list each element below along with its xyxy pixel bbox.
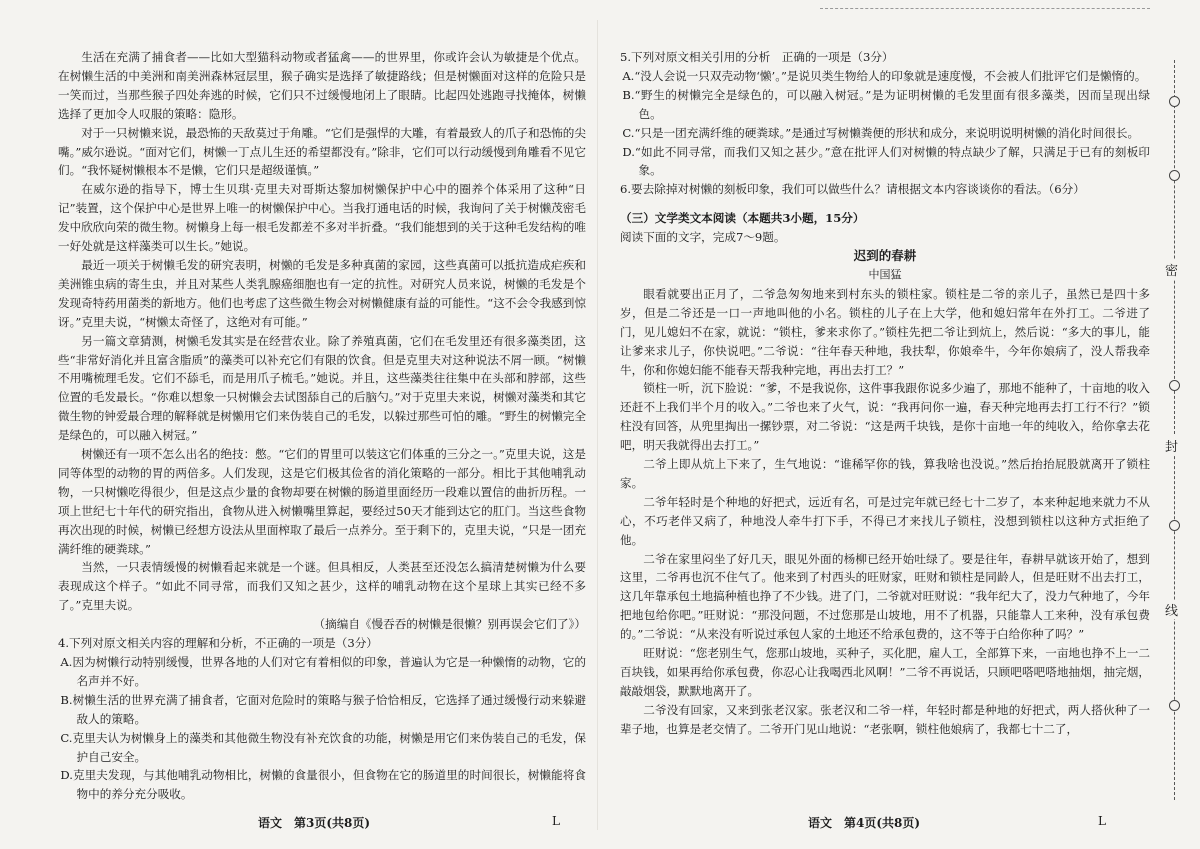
- passage-paragraph: 在威尔逊的指导下，博士生贝琪·克里夫对哥斯达黎加树懒保护中心中的圈养个体采用了这种“日记”装置，这个保护中心是世界上唯一的树懒保护中心。当我打通电话的时候，我询问了关于树懒茂密毛发中欣欣向荣的微生物。树懒身上每一根毛发都差不多对半折叠。“我们能想到的关于这种毛发结构的唯一好处就是这样藻类可以生长。”她说。: [58, 182, 586, 254]
- passage-paragraph: 树懒还有一项不怎么出名的绝技：憋。“它们的胃里可以装这它们体重的三分之一。”克里夫说，这是同等体型的动物的胃的两倍多。人们发现，这是它们极其俭省的消化策略的一部分。相比于其他哺乳动物，一只树懒吃得很少，但是这点少量的食物却要在树懒的肠道里面经历一段难以置信的曲折历程。一项上世纪七十年代的研究指出，食物从进入树懒嘴里算起，要经过50天才能到达它的肛门。当这些食物再次出现的时候，树懒已经想方设法从里面榨取了最后一点养分。至于剩下的，克里夫说，“只是一团充满纤维的硬粪球。”: [58, 447, 586, 556]
- question-4-option-a: A.因为树懒行动特别缓慢，世界各地的人们对它有着相似的印象，普遍认为它是一种懒惰的动物，它的名声并不好。: [60, 655, 586, 688]
- binding-hole-icon: [1169, 170, 1180, 181]
- binding-char-xian: 线: [1165, 600, 1178, 619]
- story-paragraph: 二爷没有回家，又来到张老汉家。张老汉和二爷一样，年轻时都是种地的好把式，两人搭伙种了一辈子地，也算是老交情了。二爷开门见山地说：“老张啊，锁柱他娘病了，我都七十二了，: [620, 702, 1150, 736]
- binding-char-mi: 密: [1165, 260, 1178, 279]
- right-page: [598, 0, 1200, 849]
- question-5-option-d: D.“如此不同寻常，而我们又知之甚少。”意在批评人们对树懒的特点缺少了解，只满足于已有的刻板印象。: [622, 144, 1150, 178]
- question-4-option-d: D.克里夫发现，与其他哺乳动物相比，树懒的食量很小，但食物在它的肠道里的时间很长，树懒能将食物中的养分充分吸收。: [60, 768, 586, 802]
- left-page: [0, 0, 598, 849]
- story-paragraph: 二爷在家里闷坐了好几天，眼见外面的杨柳已经开始吐绿了。要是往年，春耕早就该开始了，想到这里，二爷再也沉不住气了。他来到了村西头的旺财家，旺财和锁柱是同龄人，但是旺财不出去打工，这几年靠承包土地搞种植也挣了不少钱。进了门，二爷就对旺财说：“我年纪大了，没力气种地了，今年把地包给你吧。”旺财说：“那没问题，不过您那是山坡地，用不了机器，只能靠人工来种，没有承包费的。”二爷说：“从来没有听说过承包人家的土地还不给承包费的，这不等于白给你种了吗？”: [620, 551, 1150, 642]
- page-footer-mark: L: [1098, 814, 1106, 828]
- page-footer-mark: L: [552, 814, 560, 828]
- passage-paragraph: 生活在充满了捕食者——比如大型猫科动物或者猛禽——的世界里，你或许会认为敏捷是个优点。在树懒生活的中美洲和南美洲森林冠层里，猴子确实是选择了敏捷路线；但是树懒面对这样的危险只是一笑而过，当那些猴子四处奔逃的时候，它们只不过缓慢地闭上了眼睛。比起四处逃跑寻找掩体，树懒选择了更加令人叹服的策略：隐形。: [58, 50, 586, 121]
- passage-paragraph: 当然，一只表情缓慢的树懒看起来就是一个谜。但具相反，人类甚至还没怎么搞清楚树懒为什么要表现成这个样子。“如此不同寻常，而我们又知之甚少，这样的哺乳动物在这个星球上其实已经不多了。”克里夫说。: [58, 560, 586, 613]
- right-column: [620, 48, 1150, 739]
- page-footer: 语文 第3页(共8页): [258, 816, 371, 830]
- passage-paragraph: 另一篇文章猜测，树懒毛发其实是在经营农业。除了养殖真菌，它们在毛发里还有很多藻类团，这些“非常好消化并且富含脂质”的藻类可以补充它们有限的饮食。但是克里夫对这种说法不屑一顾。“树懒不用嘴梳理毛发。它们不舔毛，而是用爪子梳毛。”她说。并且，这些藻类往往集中在头部和脖部，这些位置的毛发最长。“你难以想象一只树懒会去试图舔自己的后脑勺。”对于克里夫来说，树懒对藻类和其它微生物的钟爱最合理的解释就是树懒用它们来伪装自己的毛发，以躲过那些可怕的雕。“野生的树懒完全是绿色的，可以融入树冠。”: [58, 333, 586, 443]
- question-5-option-c: C.“只是一团充满纤维的硬粪球。”是通过写树懒粪便的形状和成分，来说明说明树懒的消化时间很长。: [622, 125, 1140, 140]
- story-paragraph: 旺财说：“您老别生气，您那山坡地，买种子，买化肥，雇人工，全部算下来，一亩地也挣不上一二百块钱，如果再给你承包费，你忍心让我喝西北风啊！”二爷不再说话，只顾吧嗒吧嗒地抽烟，抽完烟，敲敲烟袋，默默地离开了。: [620, 646, 1150, 698]
- binding-hole-icon: [1169, 380, 1180, 391]
- binding-hole-icon: [1169, 96, 1180, 107]
- question-5-stem: 5.下列对原文相关引用的分析 正确的一项是（3分）: [620, 50, 894, 64]
- binding-char-feng: 封: [1165, 436, 1178, 455]
- question-5-option-b: B.“野生的树懒完全是绿色的，可以融入树冠。”是为证明树懒的毛发里面有很多藻类，因而呈现出绿色。: [622, 87, 1150, 121]
- question-4-option-c: C.克里夫认为树懒身上的藻类和其他微生物没有补充饮食的功能，树懒是用它们来伪装自己的毛发，保护自己安全。: [60, 730, 586, 764]
- story-paragraph: 锁柱一听，沉下脸说：“爹，不是我说你，这件事我跟你说多少遍了，那地不能种了，十亩地的收入还赶不上我们半个月的收入。”二爷也来了火气，说：“我再问你一遍，春天种完地再去打工行不行？”锁柱没有回答，从兜里掏出一摞钞票，对二爷说：“这是两千块钱，是你十亩地一年的纯收入，给你拿去花吧，明天我就得出去打工。”: [620, 381, 1150, 453]
- story-paragraph: 二爷年轻时是个种地的好把式，远近有名，可是过完年就已经七十二岁了，本来种起地来就力不从心，不巧老伴又病了，种地没人牵牛打下手，不得已才来找儿子锁柱，没想到锁柱以这种方式拒绝了他。: [620, 494, 1150, 547]
- story-author: 中国猛: [868, 267, 902, 281]
- section-instruction: 阅读下面的文字，完成7～9题。: [620, 230, 786, 245]
- passage-paragraph: 最近一项关于树懒毛发的研究表明，树懒的毛发是多种真菌的家园，这些真菌可以抵抗造成疟疾和美洲锥虫病的寄生虫，并且对某些人类乳腺癌细胞也有一定的抗性。对研究人员来说，树懒的毛发是个发现奇特药用菌类的新地方。他们也考虑了这些微生物会对树懒健康有益的可能性。“这不会令我感到惊讶。”克里夫说，“树懒太奇怪了，这绝对有可能。”: [58, 257, 586, 329]
- story-title: 迟到的春耕: [853, 248, 917, 264]
- left-column: [58, 48, 586, 804]
- binding-hole-icon: [1169, 520, 1180, 531]
- story-paragraph: 眼看就要出正月了，二爷急匆匆地来到村东头的锁柱家。锁柱是二爷的亲儿子，虽然已是四十多岁，但是二爷还是一口一声地叫他的小名。锁柱的儿子在上大学，他和媳妇常年在外打工。二爷进了门，见儿媳妇不在家，就说：“锁柱，爹来求你了。”锁柱先把二爷让到炕上，然后说：“多大的事儿，能让爹来求儿子，你快说吧。”二爷说：“往年春天种地，我扶犁，你娘牵牛，今年你娘病了，没人帮我牵牛，你和你媳妇能不能春天帮我种完地，再出去打工？”: [620, 286, 1150, 377]
- story-paragraph: 二爷上即从炕上下来了，生气地说：“谁稀罕你的钱，算我啥也没说。”然后抬抬屁股就离开了锁柱家。: [620, 457, 1150, 490]
- question-4-option-b: B.树懒生活的世界充满了捕食者，它面对危险时的策略与猴子恰恰相反，它选择了通过缓慢行动来躲避敌人的策略。: [60, 692, 586, 726]
- question-6: 6.要去除掉对树懒的刻板印象，我们可以做些什么？请根据文本内容谈谈你的看法。（6分）: [620, 182, 1085, 197]
- binding-line: [1164, 60, 1186, 800]
- question-4-stem: 4.下列对原文相关内容的理解和分析，不正确的一项是（3分）: [58, 636, 378, 651]
- page-footer: 语文 第4页(共8页): [808, 816, 921, 830]
- source-citation: （摘编自《慢吞吞的树懒是很懒？别再误会它们了》）: [313, 617, 586, 632]
- binding-hole-icon: [1169, 700, 1180, 711]
- passage-paragraph: 对于一只树懒来说，最恐怖的天敌莫过于角雕。“它们是强悍的大雕，有着最致人的爪子和恐怖的尖嘴。”威尔逊说。“面对它们，树懒一丁点儿生还的希望都没有。”除非，它们可以行动缓慢到角雕看不见它们。“我怀疑树懒根本不是懒，它们只是超级谨慎。”: [58, 125, 586, 178]
- question-5-option-a: A.“没人会说一只双壳动物‘懒’。”是说贝类生物给人的印象就是速度慢，不会被人们批评它们是懒惰的。: [622, 68, 1147, 83]
- section-heading: （三）文学类文本阅读（本题共3小题，15分）: [620, 211, 865, 226]
